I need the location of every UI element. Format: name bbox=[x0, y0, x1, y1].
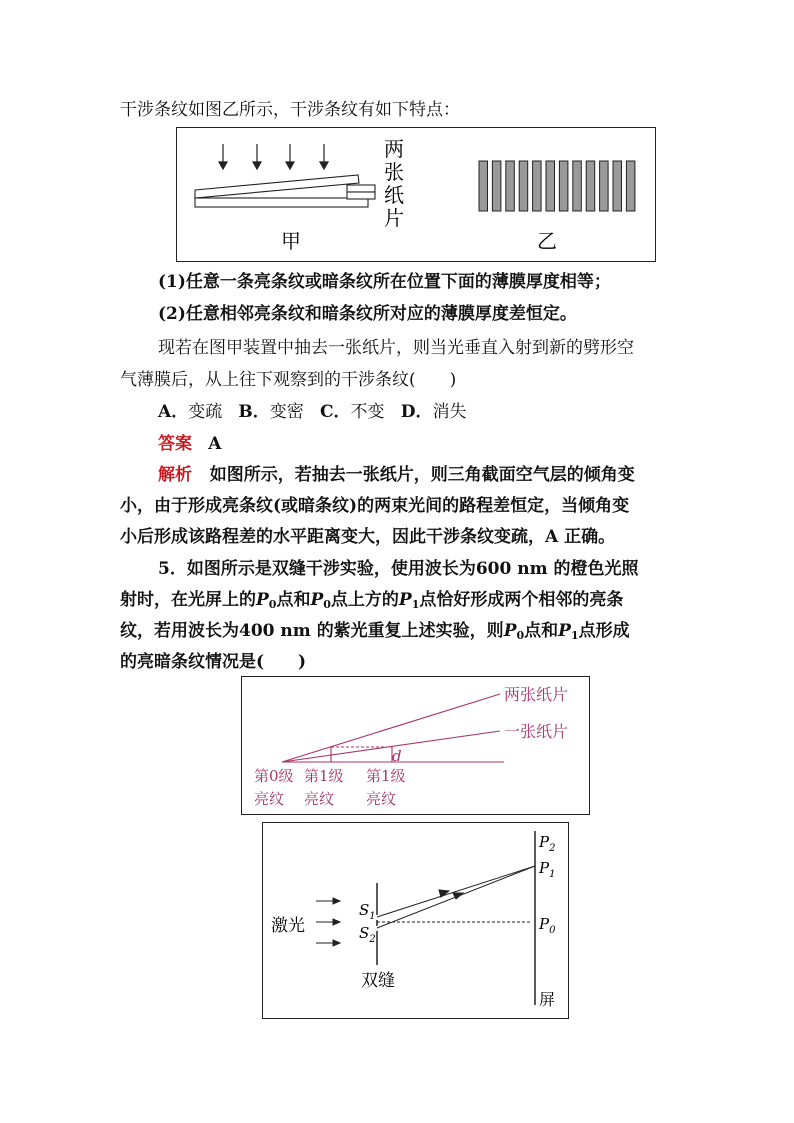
question5-line2 bbox=[120, 590, 680, 615]
answer-label: 答案 bbox=[158, 434, 192, 454]
q5-text-1a: 如图所示是双缝干涉实验，使用波长为 bbox=[186, 559, 476, 579]
laser-arrows bbox=[316, 898, 340, 946]
analysis-line3: 小后形成该路程差的水平距离变大，因此干涉条纹变疏，A 正确。 bbox=[120, 527, 616, 547]
option-a-letter: A． bbox=[158, 402, 189, 422]
label-s1: $S_1$ bbox=[359, 901, 376, 922]
q5-p0b-letter: P bbox=[310, 590, 324, 610]
q5-text-2c: 点上方的 bbox=[330, 590, 399, 610]
question5-line1 bbox=[158, 559, 678, 579]
label-one-paper: 一张纸片 bbox=[504, 722, 569, 741]
label-order0-a: 第0级 bbox=[254, 767, 294, 785]
figure-double-slit bbox=[262, 822, 569, 1019]
q5-text-3c: 的紫光重复上述实验，则 bbox=[316, 621, 504, 641]
option-a-text: 变疏 bbox=[188, 402, 223, 422]
label-order1-b: 亮纹 bbox=[304, 790, 335, 808]
label-two-papers-2: 张 bbox=[384, 160, 404, 184]
q5-p1-sub: 1 bbox=[411, 598, 420, 611]
analysis-line2: 小，由于形成亮条纹(或暗条纹)的两束光间的路程差恒定，当倾角变 bbox=[120, 496, 630, 516]
label-two-papers-1: 两 bbox=[384, 137, 404, 161]
question5-number: 5． bbox=[158, 559, 187, 579]
label-yi: 乙 bbox=[537, 229, 557, 253]
answer-row bbox=[158, 434, 678, 454]
q5-text-2a: 射时，在光屏上的 bbox=[120, 590, 256, 610]
label-order1b-b: 亮纹 bbox=[366, 790, 397, 808]
label-p1: $P_1$ bbox=[539, 859, 556, 880]
label-d: d bbox=[392, 747, 402, 765]
q5-text-3e: 点形成 bbox=[578, 621, 630, 641]
incident-light-arrows bbox=[219, 144, 328, 169]
label-two-papers: 两张纸片 bbox=[504, 685, 569, 704]
fringe-bar bbox=[506, 161, 515, 211]
label-p0: $P_0$ bbox=[539, 915, 556, 936]
question4-line1: 现若在图甲装置中抽去一张纸片，则当光垂直入射到新的劈形空 bbox=[158, 338, 634, 358]
intro-text: 干涉条纹如图乙所示，干涉条纹有如下特点： bbox=[120, 100, 460, 120]
figure-wedge-svg bbox=[177, 128, 655, 261]
fringe-bar bbox=[519, 161, 528, 211]
options-row bbox=[158, 402, 678, 422]
label-two-papers-4: 片 bbox=[384, 206, 404, 230]
question4-line2: 气薄膜后，从上往下观察到的干涉条纹( ) bbox=[120, 370, 457, 390]
fringe-bar bbox=[492, 161, 501, 211]
label-screen: 屏 bbox=[539, 990, 556, 1009]
q5-p0c-letter: P bbox=[503, 621, 517, 641]
analysis-label: 解析 bbox=[158, 465, 192, 485]
q5-text-2d: 点恰好形成两个相邻的亮条 bbox=[419, 590, 624, 610]
question5-line4: 的亮暗条纹情况是( ) bbox=[120, 652, 307, 672]
q5-text-2b: 点和 bbox=[276, 590, 311, 610]
label-laser: 激光 bbox=[271, 916, 305, 936]
q5-p0-letter: P bbox=[256, 590, 269, 610]
analysis-line1 bbox=[158, 465, 678, 485]
fringe-bar bbox=[613, 161, 622, 211]
fringe-bar bbox=[479, 161, 488, 211]
fringe-bar bbox=[626, 161, 635, 211]
question5-line3 bbox=[120, 621, 680, 646]
q5-p0b-sub: 0 bbox=[323, 598, 331, 611]
q5-p1b-sub: 1 bbox=[570, 629, 579, 642]
option-b-letter: B． bbox=[238, 402, 270, 422]
figure-double-slit-svg bbox=[263, 823, 568, 1018]
q5-p1b-letter: P bbox=[558, 621, 571, 641]
option-d-text: 消失 bbox=[432, 402, 467, 422]
label-double-slit: 双缝 bbox=[361, 971, 395, 991]
figure-wedge-angle-svg bbox=[242, 677, 589, 814]
q5-text-3d: 点和 bbox=[524, 621, 559, 641]
q5-wavelength-600: 600 nm bbox=[475, 559, 548, 579]
q5-p1-letter: P bbox=[398, 590, 412, 610]
label-order1-a: 第1级 bbox=[304, 767, 344, 785]
q5-text-3a: 纹，若用波长为 bbox=[120, 621, 239, 641]
light-rays bbox=[377, 866, 535, 928]
q5-wavelength-400: 400 nm bbox=[239, 621, 311, 641]
fringe-bar bbox=[533, 161, 542, 211]
fringe-bar bbox=[559, 161, 568, 211]
fringe-bar bbox=[546, 161, 555, 211]
option-c-letter: C． bbox=[320, 402, 351, 422]
q5-text-1c: 的橙色光照 bbox=[553, 559, 639, 579]
fringe-pattern bbox=[479, 161, 635, 211]
label-jia: 甲 bbox=[281, 229, 301, 253]
q5-p0c-sub: 0 bbox=[516, 629, 525, 642]
label-two-papers-3: 纸 bbox=[384, 183, 404, 207]
option-d-letter: D． bbox=[400, 402, 433, 422]
glass-plates bbox=[195, 175, 375, 207]
option-c-text: 不变 bbox=[350, 402, 385, 422]
point-2: (2)任意相邻亮条纹和暗条纹所对应的薄膜厚度差恒定。 bbox=[158, 304, 577, 324]
point-1: (1)任意一条亮条纹或暗条纹所在位置下面的薄膜厚度相等； bbox=[158, 272, 611, 292]
fringe-bar bbox=[600, 161, 609, 211]
fringe-bar bbox=[573, 161, 582, 211]
answer-value: A bbox=[208, 434, 222, 454]
fringe-bar bbox=[586, 161, 595, 211]
label-order1b-a: 第1级 bbox=[366, 767, 406, 785]
label-s2: $S_2$ bbox=[359, 924, 376, 945]
q5-p0-sub: 0 bbox=[268, 598, 277, 611]
figure-wedge-angle bbox=[241, 676, 590, 815]
label-p2: $P_2$ bbox=[539, 833, 556, 854]
option-b-text: 变密 bbox=[269, 402, 304, 422]
figure-wedge-and-fringes bbox=[176, 127, 656, 262]
label-order0-b: 亮纹 bbox=[254, 790, 285, 808]
analysis-text1: 如图所示，若抽去一张纸片，则三角截面空气层的倾角变 bbox=[209, 465, 635, 485]
